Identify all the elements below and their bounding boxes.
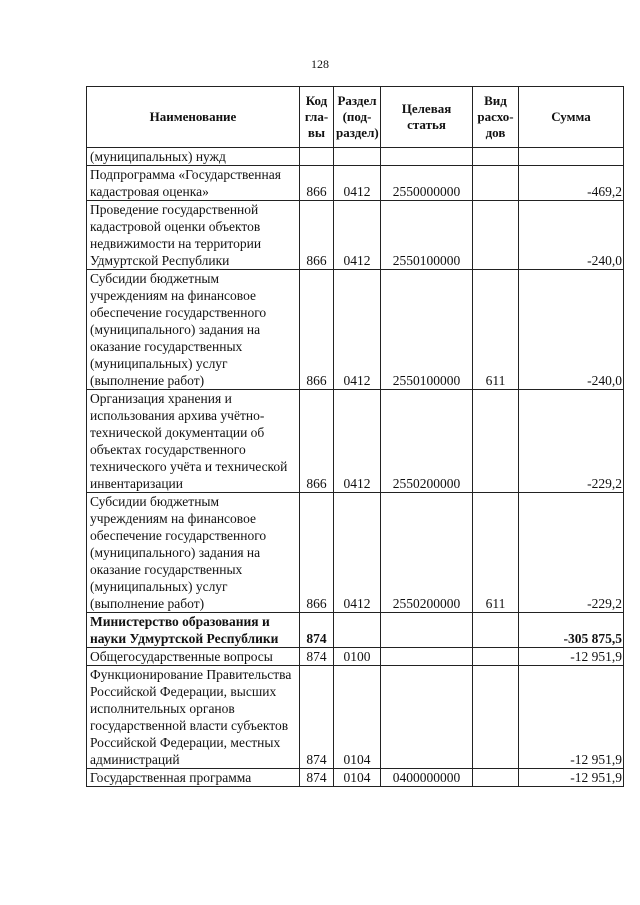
table-row: [87, 390, 624, 493]
row-section: 0412: [334, 390, 381, 493]
row-name: Министерство образования и науки Удмуртской Республики: [87, 613, 300, 648]
row-code: 874: [300, 613, 334, 648]
row-target: 2550200000: [381, 493, 473, 613]
row-name: Субсидии бюджетным учреждениям на финансовое обеспечение государственного (муниципального) задания на оказание государственных (муниципальных) услуг (выполнение работ): [87, 270, 300, 390]
row-target: 2550100000: [381, 270, 473, 390]
table-row: [87, 270, 624, 390]
row-target: 2550200000: [381, 390, 473, 493]
row-code: 866: [300, 270, 334, 390]
header-section: Раздел (под- раздел): [334, 87, 381, 148]
row-type: [473, 666, 519, 769]
table-row: [87, 648, 624, 666]
row-target: [381, 648, 473, 666]
header-type: Вид расхо- дов: [473, 87, 519, 148]
row-code: 866: [300, 166, 334, 201]
row-section: 0412: [334, 493, 381, 613]
table-row: [87, 769, 624, 787]
row-sum: -469,2: [519, 166, 624, 201]
table-row: [87, 201, 624, 270]
row-name: Функционирование Правительства Российской Федерации, высших исполнительных органов государственной власти субъектов Российской Федерации, местных администраций: [87, 666, 300, 769]
row-sum: -229,2: [519, 390, 624, 493]
row-type: [473, 390, 519, 493]
row-type: [473, 166, 519, 201]
row-target: [381, 148, 473, 166]
table-row: [87, 148, 624, 166]
row-name: (муниципальных) нужд: [87, 148, 300, 166]
row-name: Проведение государственной кадастровой оценки объектов недвижимости на территории Удмуртской Республики: [87, 201, 300, 270]
table-row: [87, 493, 624, 613]
row-type: [473, 648, 519, 666]
row-code: 866: [300, 201, 334, 270]
page-number: 128: [311, 57, 329, 71]
row-section: 0100: [334, 648, 381, 666]
row-type: 611: [473, 493, 519, 613]
row-code: 866: [300, 390, 334, 493]
row-sum: -240,0: [519, 270, 624, 390]
row-section: 0104: [334, 769, 381, 787]
row-sum: -305 875,5: [519, 613, 624, 648]
row-section: 0412: [334, 270, 381, 390]
table-header-row: [87, 87, 624, 148]
row-section: [334, 613, 381, 648]
row-target: 0400000000: [381, 769, 473, 787]
row-sum: -12 951,9: [519, 769, 624, 787]
header-name: Наименование: [87, 87, 300, 148]
row-target: 2550100000: [381, 201, 473, 270]
row-code: 866: [300, 493, 334, 613]
header-code: Код гла- вы: [300, 87, 334, 148]
row-sum: -240,0: [519, 201, 624, 270]
row-section: [334, 148, 381, 166]
row-code: [300, 148, 334, 166]
row-name: Государственная программа: [87, 769, 300, 787]
row-type: [473, 613, 519, 648]
row-type: [473, 201, 519, 270]
row-type: [473, 769, 519, 787]
row-target: [381, 613, 473, 648]
row-code: 874: [300, 648, 334, 666]
row-name: Субсидии бюджетным учреждениям на финансовое обеспечение государственного (муниципального) задания на оказание государственных (муниципальных) услуг (выполнение работ): [87, 493, 300, 613]
row-code: 874: [300, 769, 334, 787]
table-row: [87, 613, 624, 648]
row-type: 611: [473, 270, 519, 390]
row-section: 0104: [334, 666, 381, 769]
row-section: 0412: [334, 166, 381, 201]
row-target: [381, 666, 473, 769]
row-name: Организация хранения и использования архива учётно-технической документации об объектах государственного технического учёта и технической инвентаризации: [87, 390, 300, 493]
row-section: 0412: [334, 201, 381, 270]
row-name: Общегосударственные вопросы: [87, 648, 300, 666]
header-sum: Сумма: [519, 87, 624, 148]
table-row: [87, 166, 624, 201]
row-code: 874: [300, 666, 334, 769]
row-sum: -229,2: [519, 493, 624, 613]
table-row: [87, 666, 624, 769]
row-sum: -12 951,9: [519, 648, 624, 666]
budget-table: [86, 86, 624, 787]
row-sum: [519, 148, 624, 166]
row-sum: -12 951,9: [519, 666, 624, 769]
row-type: [473, 148, 519, 166]
row-target: 2550000000: [381, 166, 473, 201]
header-target: Целевая статья: [381, 87, 473, 148]
row-name: Подпрограмма «Государственная кадастровая оценка»: [87, 166, 300, 201]
